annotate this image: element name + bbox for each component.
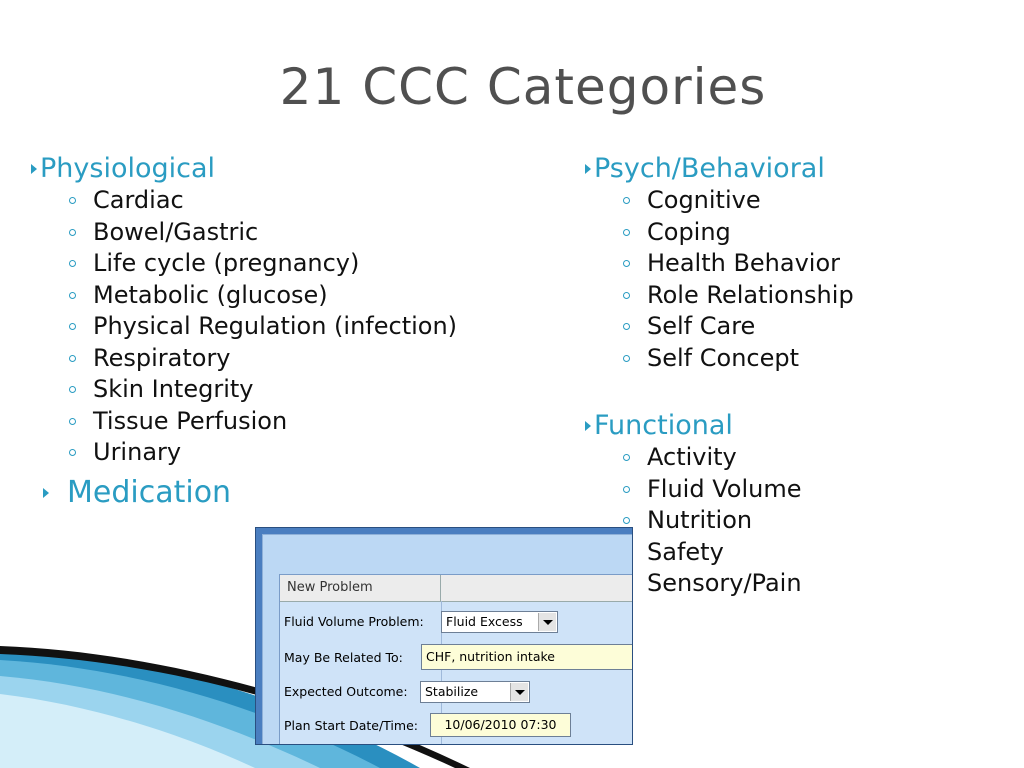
- circle-bullet-icon: [623, 517, 630, 524]
- form-panel: [279, 574, 632, 744]
- slide-title: 21 CCC Categories: [279, 58, 767, 116]
- circle-bullet-icon: [623, 292, 630, 299]
- category-heading: [585, 410, 802, 442]
- triangle-bullet-icon: [585, 421, 591, 431]
- circle-bullet-icon: [623, 355, 630, 362]
- triangle-bullet-icon: [43, 488, 49, 498]
- list-item: [69, 311, 457, 343]
- list-item: [623, 537, 802, 569]
- list-item: [69, 374, 457, 406]
- list-item: [69, 437, 457, 469]
- circle-bullet-icon: [69, 355, 76, 362]
- related-to-row: [280, 644, 632, 674]
- circle-bullet-icon: [623, 323, 630, 330]
- list-item-label: Fluid Volume: [647, 474, 802, 503]
- circle-bullet-icon: [623, 197, 630, 204]
- circle-bullet-icon: [623, 260, 630, 267]
- list-item: [69, 343, 457, 375]
- list-item: [623, 280, 854, 312]
- list-item-label: Sensory/Pain: [647, 569, 802, 597]
- plan-start-label: Plan Start Date/Time:: [284, 718, 418, 733]
- list-item-label: Skin Integrity: [93, 375, 254, 403]
- list-item-label: Respiratory: [93, 343, 231, 372]
- circle-bullet-icon: [69, 323, 76, 330]
- psych-behavioral-section: [585, 153, 854, 374]
- category-label: Psych/Behavioral: [594, 153, 825, 184]
- care-plan-form-screenshot: [255, 527, 633, 745]
- circle-bullet-icon: [69, 260, 76, 267]
- list-item: [623, 505, 802, 537]
- expected-outcome-row: [280, 681, 632, 711]
- list-item: [69, 280, 457, 312]
- list-item: [623, 185, 854, 217]
- circle-bullet-icon: [623, 454, 630, 461]
- physiological-list: [31, 185, 457, 469]
- plan-start-value: 10/06/2010 07:30: [444, 717, 557, 732]
- medication-label: Medication: [67, 475, 232, 510]
- category-label: Physiological: [40, 153, 216, 184]
- list-item: [69, 185, 457, 217]
- list-item: [69, 406, 457, 438]
- tab-new-problem[interactable]: New Problem: [280, 575, 441, 601]
- list-item: [623, 248, 854, 280]
- circle-bullet-icon: [69, 292, 76, 299]
- fluid-volume-value: Fluid Excess: [446, 614, 523, 629]
- related-to-input[interactable]: [421, 644, 633, 670]
- triangle-bullet-icon: [31, 164, 37, 174]
- list-item: [623, 217, 854, 249]
- circle-bullet-icon: [69, 197, 76, 204]
- fluid-volume-row: [280, 611, 632, 641]
- list-item-label: Physical Regulation (infection): [93, 312, 458, 340]
- list-item: [623, 474, 802, 506]
- related-to-value: CHF, nutrition intake: [426, 649, 555, 664]
- circle-bullet-icon: [69, 449, 76, 456]
- list-item-label: Cardiac: [93, 186, 184, 214]
- circle-bullet-icon: [69, 229, 76, 236]
- list-item-label: Self Concept: [647, 343, 800, 372]
- medication-heading: [43, 475, 231, 510]
- circle-bullet-icon: [69, 386, 76, 393]
- list-item: [69, 248, 457, 280]
- list-item-label: Cognitive: [647, 186, 761, 214]
- list-item-label: Activity: [647, 443, 737, 471]
- list-item-label: Tissue Perfusion: [93, 406, 288, 435]
- psych-behavioral-list: [585, 185, 854, 374]
- list-item-label: Coping: [647, 217, 731, 246]
- fluid-volume-label: Fluid Volume Problem:: [284, 614, 424, 629]
- category-heading: [31, 153, 457, 185]
- list-item-label: Urinary: [93, 438, 182, 466]
- related-to-label: May Be Related To:: [284, 650, 403, 665]
- list-item: [69, 217, 457, 249]
- form-header: [280, 575, 632, 602]
- list-item: [623, 343, 854, 375]
- list-item-label: Metabolic (glucose): [93, 280, 328, 309]
- circle-bullet-icon: [69, 418, 76, 425]
- fluid-volume-select[interactable]: [441, 611, 558, 633]
- list-item-label: Nutrition: [647, 506, 753, 534]
- list-item: [623, 442, 802, 474]
- list-item-label: Health Behavior: [647, 249, 841, 277]
- triangle-bullet-icon: [585, 164, 591, 174]
- chevron-down-icon[interactable]: [510, 683, 528, 701]
- expected-outcome-select[interactable]: [420, 681, 530, 703]
- list-item: [623, 311, 854, 343]
- plan-start-input[interactable]: [430, 713, 571, 737]
- form-window: [262, 534, 632, 744]
- list-item-label: Self Care: [647, 312, 756, 340]
- circle-bullet-icon: [623, 486, 630, 493]
- list-item-label: Role Relationship: [647, 280, 854, 309]
- list-item: [623, 568, 802, 600]
- circle-bullet-icon: [623, 229, 630, 236]
- expected-outcome-label: Expected Outcome:: [284, 684, 408, 699]
- category-label: Functional: [594, 410, 733, 441]
- list-item-label: Safety: [647, 537, 724, 566]
- list-item-label: Bowel/Gastric: [93, 217, 259, 246]
- chevron-down-icon[interactable]: [538, 613, 556, 631]
- plan-start-row: [280, 713, 632, 743]
- expected-outcome-value: Stabilize: [425, 684, 479, 699]
- physiological-section: [31, 153, 457, 469]
- list-item-label: Life cycle (pregnancy): [93, 249, 360, 277]
- category-heading: [585, 153, 854, 185]
